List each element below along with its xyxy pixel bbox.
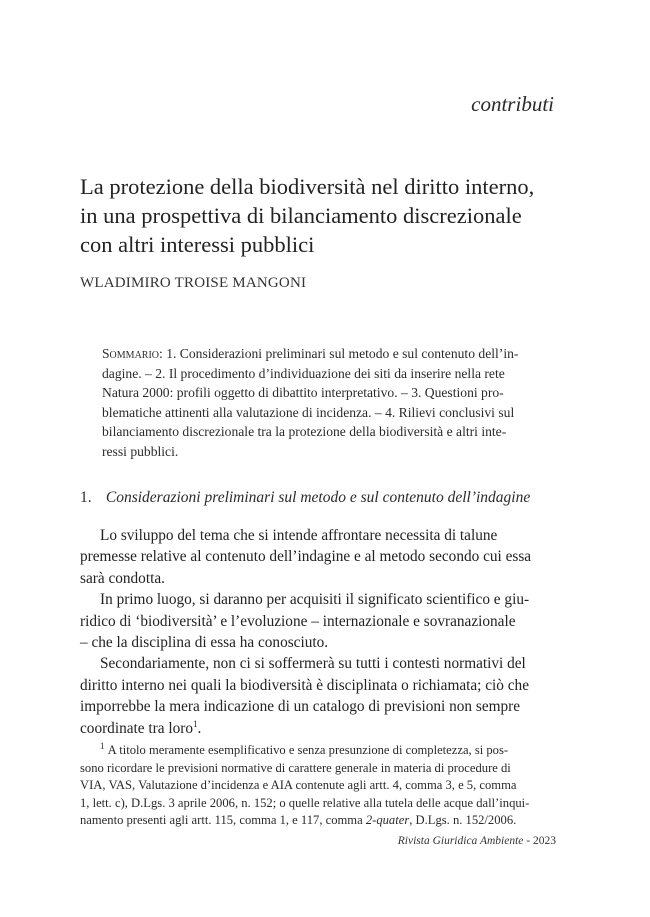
footnote-text: A titolo meramente esemplificativo e senza presunzione di completezza, si pos-: [107, 743, 509, 757]
body-line-text: coordinate tra loro: [80, 719, 193, 737]
footnote: [80, 742, 558, 830]
summary-line: ressi pubblici.: [102, 443, 179, 459]
body-line: [80, 718, 558, 739]
body-line: Secondariamente, non ci si soffermerà su tutti i contesti normativi del: [100, 655, 526, 673]
footnote-text: , D.Lgs. n. 152/2006.: [409, 813, 517, 828]
summary-line: Natura 2000: profili oggetto di dibattito interpretativo. – 3. Questioni pro-: [102, 385, 504, 400]
body-line: Lo sviluppo del tema che si intende affrontare necessita di talune: [100, 527, 498, 544]
body-line-end: .: [197, 719, 202, 737]
summary-line: blematiche attinenti alla valutazione di incidenza. – 4. Rilievi conclusivi sul: [102, 404, 515, 420]
title-line: La protezione della biodiversità nel diritto interno,: [80, 174, 535, 199]
body-text: [80, 525, 558, 739]
footnote-line: 1, lett. c), D.Lgs. 3 aprile 2006, n. 152; o quelle relative alla tutela delle acque dall’inqui-: [80, 795, 530, 810]
summary-block: [102, 344, 557, 461]
body-line: ridico di ‘biodiversità’ e l’evoluzione – internazionale e sovranazionale: [80, 612, 516, 630]
footnote-italic: 2-quater: [365, 813, 410, 828]
footnote-marker: 1: [100, 740, 105, 751]
summary-text: : 1. Considerazioni preliminari sul metodo e sul contenuto dell’in-: [159, 346, 519, 361]
body-line: In primo luogo, si daranno per acquisiti il significato scientifico e giu-: [100, 591, 530, 609]
summary-line: [102, 344, 557, 364]
body-line: sarà condotta.: [80, 569, 165, 587]
section-number: 1.: [80, 489, 92, 506]
footnote-line: [80, 742, 558, 760]
author-name: WLADIMIRO TROISE MANGONI: [80, 275, 307, 291]
summary-label: Sommario: [102, 346, 160, 361]
footer-separator: -: [523, 835, 533, 847]
journal-year: 2023: [533, 835, 556, 847]
body-line: imporrebbe la mera indicazione di un catalogo di previsioni non sempre: [80, 698, 521, 716]
title-line: in una prospettiva di bilanciamento discrezionale: [80, 203, 522, 228]
section-heading: [80, 489, 530, 507]
summary-line: bilanciamento discrezionale tra la protezione della biodiversità e altri inte-: [102, 424, 507, 439]
running-footer: [398, 835, 556, 847]
footnote-ref[interactable]: 1: [192, 718, 198, 729]
footnote-text: namento presenti agli artt. 115, comma 1, e 117, comma: [80, 813, 366, 828]
body-line: premesse relative al contenuto dell’indagine e al metodo secondo cui essa: [80, 548, 532, 566]
footnote-line: [80, 812, 558, 830]
body-line: diritto interno nei quali la biodiversità è disciplinata o richiamata; ciò che: [80, 676, 529, 694]
article-title: [80, 172, 580, 259]
footnote-line: VIA, VAS, Valutazione d’incidenza e AIA contenute agli artt. 4, comma 3, e 5, comma: [80, 778, 517, 793]
body-line: – che la disciplina di essa ha conosciuto.: [80, 634, 329, 652]
title-line: con altri interessi pubblici: [80, 232, 315, 257]
footnote-line: sono ricordare le previsioni normative di carattere generale in materia di procedure di: [80, 760, 511, 775]
section-tag: contributi: [471, 92, 554, 116]
journal-name: Rivista Giuridica Ambiente: [397, 835, 524, 847]
section-heading-text: Considerazioni preliminari sul metodo e sul contenuto dell’indagine: [105, 489, 531, 506]
summary-line: dagine. – 2. Il procedimento d’individuazione dei siti da inserire nella rete: [102, 365, 505, 381]
